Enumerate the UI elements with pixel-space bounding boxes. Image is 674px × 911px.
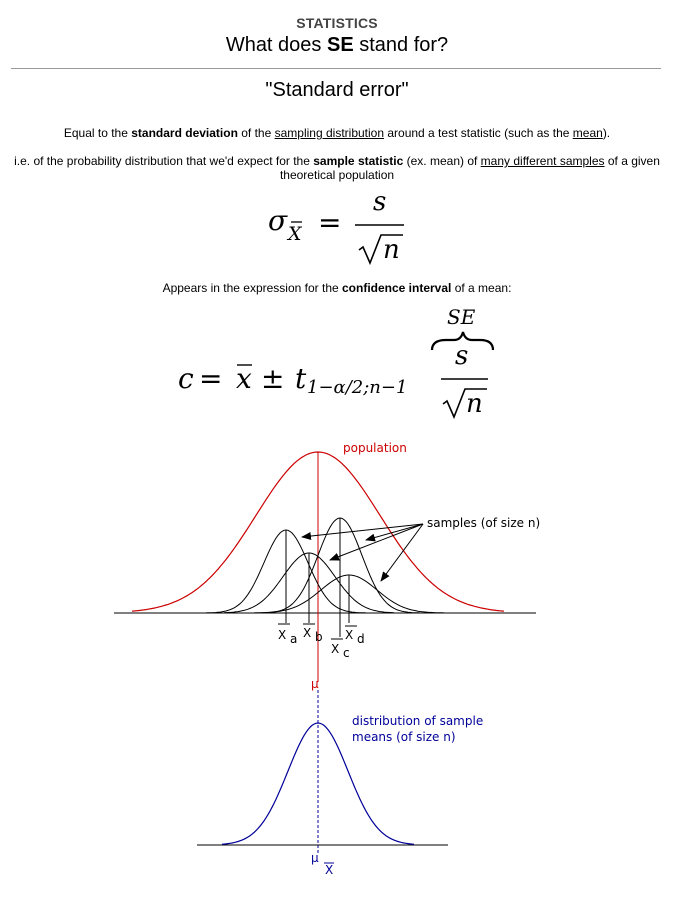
xbar-d-sub: d bbox=[357, 632, 365, 646]
p2-bold: sample statistic bbox=[313, 154, 404, 168]
f1-sub-x: X bbox=[288, 223, 302, 245]
samples-label: samples (of size n) bbox=[427, 516, 541, 530]
p2-text-2: (ex. mean) of bbox=[403, 154, 481, 168]
xbar-b-letter: X bbox=[303, 626, 312, 640]
p1-text-2: of the bbox=[237, 126, 275, 140]
link-sampling-distribution[interactable]: sampling distribution bbox=[274, 126, 385, 140]
population-label: population bbox=[343, 441, 407, 455]
mu-symbol: μ bbox=[311, 677, 319, 691]
section-kicker: STATISTICS bbox=[296, 15, 378, 31]
mu-xbar-sub: X bbox=[325, 863, 334, 877]
xbar-b-sub: b bbox=[315, 630, 323, 644]
xbar-label-b bbox=[303, 624, 323, 644]
means-label-line1: distribution of sample bbox=[352, 714, 484, 728]
f2-equals: = bbox=[199, 362, 223, 395]
xbar-label-c bbox=[331, 639, 350, 660]
p3-text-2: of a mean: bbox=[451, 281, 512, 295]
formula-confidence-interval bbox=[0, 300, 674, 430]
f1-denominator: n bbox=[383, 235, 400, 265]
xbar-c-letter: X bbox=[331, 642, 340, 656]
page-title bbox=[0, 34, 674, 57]
p1-bold-sd: standard deviation bbox=[131, 126, 238, 140]
p3-bold: confidence interval bbox=[342, 281, 452, 295]
link-many-samples[interactable]: many different samples bbox=[480, 154, 605, 168]
xbar-a-letter: X bbox=[278, 628, 287, 642]
xbar-d-letter: X bbox=[345, 628, 354, 642]
ci-paragraph bbox=[0, 281, 674, 295]
title-suffix: stand for? bbox=[353, 34, 449, 56]
formula-standard-error bbox=[0, 185, 674, 265]
f2-plusminus: ± bbox=[261, 362, 285, 395]
f2-t-subscript: 1−α/2;n−1 bbox=[307, 377, 408, 398]
f2-xbar: x bbox=[236, 362, 252, 395]
p1-text-3: around a test statistic (such as the bbox=[384, 126, 573, 140]
link-mean[interactable]: mean bbox=[572, 126, 603, 140]
explanation-paragraph bbox=[8, 154, 666, 182]
f2-c: c bbox=[178, 362, 194, 395]
p2-text-1: i.e. of the probability distribution that we'd expect for the bbox=[14, 154, 314, 168]
f2-numerator: s bbox=[455, 341, 469, 371]
xbar-a-sub: a bbox=[290, 632, 298, 646]
f2-t: t bbox=[295, 362, 307, 395]
p2-text-3: of a given theoretical population bbox=[279, 154, 660, 182]
mu-xbar-symbol: μ bbox=[311, 851, 319, 865]
f1-numerator: s bbox=[373, 187, 387, 217]
f1-equals: = bbox=[318, 206, 342, 239]
xbar-label-d bbox=[345, 626, 365, 646]
answer-heading: "Standard error" bbox=[265, 79, 409, 101]
p1-text-1: Equal to the bbox=[63, 126, 132, 140]
sampling-figure bbox=[0, 436, 674, 911]
title-bold: SE bbox=[326, 34, 354, 56]
divider bbox=[11, 68, 661, 69]
f1-sigma: σ bbox=[268, 204, 288, 237]
title-prefix: What does bbox=[225, 34, 327, 56]
f2-denominator: n bbox=[466, 389, 483, 419]
definition-paragraph bbox=[0, 126, 674, 140]
xbar-c-sub: c bbox=[343, 646, 350, 660]
p1-text-4: ). bbox=[602, 126, 611, 140]
f2-brace-label: SE bbox=[447, 305, 476, 329]
p3-text-1: Appears in the expression for the bbox=[162, 281, 342, 295]
means-label-line2: means (of size n) bbox=[352, 730, 456, 744]
xbar-label-a bbox=[278, 624, 297, 646]
